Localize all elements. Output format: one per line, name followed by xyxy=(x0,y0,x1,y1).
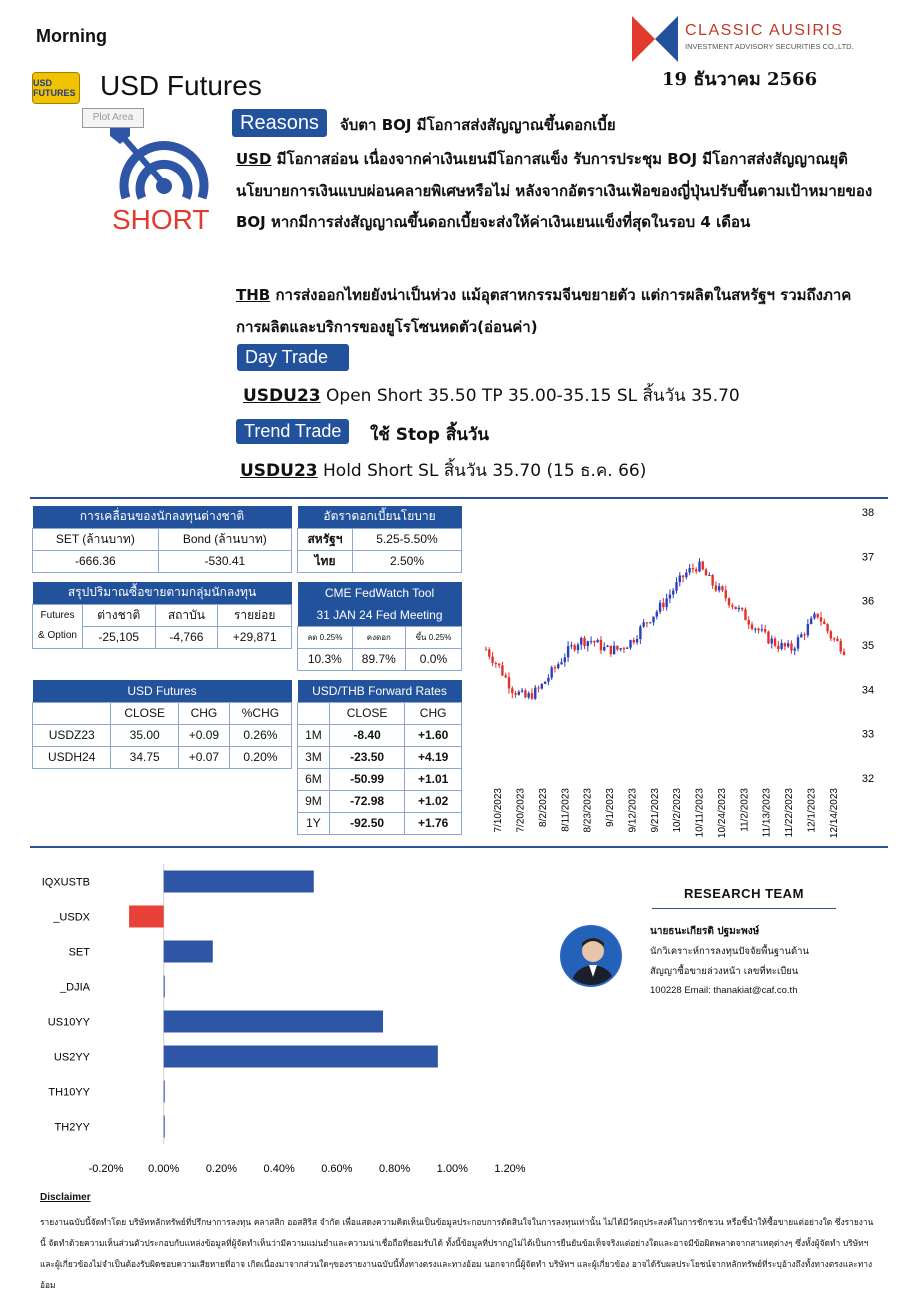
usd-futures-cell: +0.07 xyxy=(178,746,229,768)
investor-group-value: -25,105 xyxy=(83,626,156,648)
bar-category-label: IQXUSTB xyxy=(41,876,90,889)
candle-body xyxy=(840,641,842,652)
candle-body xyxy=(629,640,631,648)
x-tick-label: -0.20% xyxy=(88,1163,124,1175)
table-row xyxy=(298,768,462,790)
candle-body xyxy=(692,568,694,569)
chart-background xyxy=(476,500,856,845)
research-divider xyxy=(652,908,836,909)
fedwatch-value: 0.0% xyxy=(405,648,461,670)
candle-body xyxy=(784,643,786,646)
investor-group-value: +29,871 xyxy=(218,626,292,648)
candle-body xyxy=(524,690,526,697)
candle-body xyxy=(698,562,700,572)
forward-cell: +1.02 xyxy=(405,790,462,812)
section-divider-bottom xyxy=(30,846,888,848)
foreign-flow-value: -530.41 xyxy=(158,550,291,572)
candle-body xyxy=(623,648,625,649)
bar xyxy=(164,1011,383,1033)
candle-body xyxy=(780,643,782,649)
candle-body xyxy=(547,678,549,682)
investor-groups-table xyxy=(32,582,292,649)
candle-body xyxy=(541,684,543,689)
x-tick-label: 8/23/2023 xyxy=(582,788,594,833)
x-tick-label: 10/2/2023 xyxy=(672,788,684,833)
forward-cell: +4.19 xyxy=(405,746,462,768)
candle-body xyxy=(573,645,575,650)
row-label-line: & Option xyxy=(38,630,77,641)
usd-tag: USD xyxy=(236,150,272,168)
thb-text: การส่งออกไทยยังน่าเป็นห่วง แม้อุตสาหกรรมจีนขยายตัว แต่การผลิตในสหรัฐฯ รวมถึงภาคการผลิตและบริการของยูโรโซนหดตัว(อ่อนค่า) xyxy=(236,286,852,336)
candle-body xyxy=(652,617,654,623)
candle-body xyxy=(580,638,582,645)
candle-body xyxy=(527,693,529,697)
candle-body xyxy=(679,575,681,582)
bar-category-label: US2YY xyxy=(53,1051,90,1064)
fedwatch-value: 10.3% xyxy=(298,648,353,670)
research-team-title: RESEARCH TEAM xyxy=(684,886,804,901)
bar xyxy=(164,1116,165,1138)
foreign-flow-header: SET (ล้านบาท) xyxy=(33,528,159,550)
analyst-role: นักวิเคราะห์การลงทุนปัจจัยพื้นฐานด้าน xyxy=(650,946,809,957)
disclaimer-text: รายงานฉบับนี้จัดทำโดย บริษัทหลักทรัพย์ที่ปรึกษาการลงทุน คลาสสิก ออสสิริส จำกัด เพื่อแสดงความคิดเห็นเป็นข้อมูลประกอบการตัดสินใจในการลงทุนเท่านั้น ไม่ได้มีวัตถุประสงค์ในการชักชวน หรือชี้นำให้ซื้อขายแต่อย่างใด ซึ่งรายงานนี้ จัดทำด้วยความเห็นส่วนตัวประกอบกับแหล่งข้อมูลที่ผู้จัดทำเห็นว่ามีความแม่นยำและความน่าเชื่อถือที่ยอมรับได้ ทั้งนี้ข้อมูลที่ปรากฏไม่ได้เป็นการยืนยันข้อเท็จจริงแต่อย่างใดและอาจมีข้อผิดพลาดจากสาเหตุต่างๆ ซึ่งทั้งผู้จัดทำ บริษัทฯ และผู้เกี่ยวข้องไม่จำเป็นต้องรับผิดชอบความเสียหายที่อาจ เกิดเนื่องมาจากส่วนใดๆของรายงานฉบับนี้ทั้งทางตรงและทางอ้อม นอกจากนี้ผู้จัดทำ บริษัทฯ และผู้เกี่ยวข้อง อาจได้รับผลประโยชน์จากหลักทรัพย์ที่ระบุอ้างถึงทั้งทางตรงและทางอ้อม xyxy=(40,1217,874,1290)
candle-body xyxy=(734,607,736,609)
market-change-bar-chart xyxy=(30,860,540,1180)
investor-groups-title: สรุปปริมาณซื้อขายตามกลุ่มนักลงทุน xyxy=(33,582,292,604)
policy-rate-country: สหรัฐฯ xyxy=(298,528,353,550)
usd-futures-header: CLOSE xyxy=(111,702,179,724)
candle-body xyxy=(675,582,677,591)
x-tick-label: 10/11/2023 xyxy=(694,788,706,838)
trend-trade-line xyxy=(240,457,646,484)
investor-groups-rowlabel xyxy=(33,604,83,648)
x-tick-label: 11/2/2023 xyxy=(739,788,751,832)
x-tick-label: 12/14/2023 xyxy=(828,788,840,839)
fedwatch-table xyxy=(297,582,462,671)
usd-futures-cell: +0.09 xyxy=(178,724,229,746)
thb-tag: THB xyxy=(236,286,271,304)
foreign-flow-header: Bond (ล้านบาท) xyxy=(158,528,291,550)
candle-body xyxy=(505,675,507,677)
candle-body xyxy=(800,634,802,637)
candle-body xyxy=(603,647,605,650)
candle-body xyxy=(774,639,776,646)
usd-futures-title: USD Futures xyxy=(33,680,292,702)
candle-body xyxy=(534,688,536,699)
candle-body xyxy=(570,645,572,646)
fedwatch-value: 89.7% xyxy=(352,648,405,670)
trend-trade-text: Hold Short SL สิ้นวัน 35.70 (15 ธ.ค. 66) xyxy=(317,461,647,481)
policy-rate-title: อัตราดอกเบี้ยนโยบาย xyxy=(298,506,462,528)
candle-body xyxy=(771,639,773,644)
bar xyxy=(164,976,165,998)
candle-body xyxy=(626,648,628,649)
candle-body xyxy=(633,640,635,642)
x-tick-label: 0.20% xyxy=(205,1163,238,1175)
foreign-flow-title: การเคลื่อนของนักลงทุนต่างชาติ xyxy=(33,506,292,528)
x-tick-label: 0.40% xyxy=(263,1163,295,1175)
candle-body xyxy=(514,693,516,695)
candle-body xyxy=(646,622,648,623)
candle-body xyxy=(702,562,704,570)
policy-rate-value: 2.50% xyxy=(353,550,462,572)
candle-body xyxy=(807,624,809,635)
candle-body xyxy=(495,663,497,664)
candle-body xyxy=(757,629,759,631)
x-tick-label: 11/22/2023 xyxy=(784,788,796,838)
candle-body xyxy=(672,591,674,595)
table-row xyxy=(298,724,462,746)
forward-cell: 6M xyxy=(298,768,330,790)
candle-body xyxy=(794,649,796,651)
bar xyxy=(129,906,164,928)
candle-body xyxy=(751,625,753,629)
forward-cell: -8.40 xyxy=(329,724,404,746)
candle-body xyxy=(613,646,615,654)
candle-body xyxy=(596,640,598,643)
bar-category-label: US10YY xyxy=(47,1016,90,1029)
reasons-label: Reasons xyxy=(232,109,327,137)
bar-category-label: TH2YY xyxy=(54,1121,90,1134)
candle-body xyxy=(833,638,835,639)
candle-body xyxy=(518,692,520,695)
bar-category-label: _USDX xyxy=(53,911,90,924)
candle-body xyxy=(708,575,710,576)
candle-body xyxy=(695,569,697,571)
candle-body xyxy=(606,646,608,647)
forward-cell: -92.50 xyxy=(329,812,404,834)
company-subtitle: INVESTMENT ADVISORY SECURITIES CO.,LTD. xyxy=(685,42,854,51)
disclaimer-title: Disclaimer xyxy=(40,1192,91,1203)
candle-body xyxy=(820,617,822,621)
analyst-name: นายธนะเกียรติ ปฐมะพงษ์ xyxy=(650,926,760,937)
candle-body xyxy=(817,614,819,617)
candle-body xyxy=(619,648,621,649)
candle-body xyxy=(508,677,510,688)
candle-body xyxy=(610,646,612,654)
candle-body xyxy=(531,693,533,698)
table-row xyxy=(298,790,462,812)
table-row xyxy=(298,746,462,768)
candle-body xyxy=(544,682,546,684)
usd-futures-header xyxy=(33,702,111,724)
usd-futures-cell: 0.20% xyxy=(229,746,291,768)
candle-body xyxy=(639,627,641,639)
foreign-flow-value: -666.36 xyxy=(33,550,159,572)
candle-body xyxy=(590,641,592,642)
usd-futures-cell: USDZ23 xyxy=(33,724,111,746)
foreign-flow-table xyxy=(32,506,292,573)
x-tick-label: 11/13/2023 xyxy=(761,788,773,838)
usd-futures-cell: 35.00 xyxy=(111,724,179,746)
candle-body xyxy=(669,595,671,599)
candle-body xyxy=(642,622,644,626)
candle-body xyxy=(810,618,812,624)
y-tick-label: 32 xyxy=(861,773,875,785)
candle-body xyxy=(485,649,487,650)
usd-paragraph xyxy=(236,144,876,239)
forward-cell: 1Y xyxy=(298,812,330,834)
usd-text: มีโอกาสอ่อน เนื่องจากค่าเงินเยนมีโอกาสแข็ง รับการประชุม BOJ มีโอกาสส่งสัญญาณยุตินโยบายการเงินแบบผ่อนคลายพิเศษหรือไม่ หลังจากอัตราเงินเฟ้อของญี่ปุ่นปรับขึ้นตามเป้าหมายของ BOJ หากมีการส่งสัญญาณขึ้นดอกเบี้ยจะส่งให้ค่าเงินเยนแข็งที่สุดในรอบ 4 เดือน xyxy=(236,150,873,231)
candle-body xyxy=(715,585,717,590)
candle-body xyxy=(705,569,707,575)
plot-area-tag: Plot Area xyxy=(82,108,144,128)
candle-body xyxy=(501,665,503,675)
bar-category-label: TH10YY xyxy=(48,1086,90,1099)
candle-body xyxy=(830,631,832,638)
bar-category-label: _DJIA xyxy=(60,981,90,994)
signal-label: SHORT xyxy=(112,204,210,235)
candle-body xyxy=(577,645,579,650)
usd-thb-candlestick-chart xyxy=(476,500,896,845)
y-tick-label: 38 xyxy=(861,507,875,519)
fedwatch-header: ลด 0.25% xyxy=(298,626,353,648)
forward-rates-header xyxy=(298,702,330,724)
candle-body xyxy=(721,586,723,590)
forward-cell: 3M xyxy=(298,746,330,768)
x-tick-label: 1.20% xyxy=(494,1163,526,1175)
candle-body xyxy=(725,590,727,598)
bar-category-label: SET xyxy=(68,946,90,959)
x-tick-label: 8/11/2023 xyxy=(560,788,572,832)
candle-body xyxy=(554,667,556,668)
candle-body xyxy=(521,690,523,691)
candle-body xyxy=(754,629,756,630)
report-date: 19 ธันวาคม 2566 xyxy=(662,69,818,90)
y-tick-label: 37 xyxy=(861,551,875,564)
company-name: CLASSIC AUSIRIS xyxy=(685,22,844,39)
day-trade-symbol: USDU23 xyxy=(243,386,321,406)
candle-body xyxy=(659,603,661,612)
candle-body xyxy=(567,646,569,657)
candle-body xyxy=(744,609,746,620)
forward-cell: +1.60 xyxy=(405,724,462,746)
candle-body xyxy=(560,662,562,664)
candle-body xyxy=(790,643,792,650)
usd-futures-badge-icon xyxy=(32,72,80,104)
row-label-line: Futures xyxy=(40,610,75,621)
x-tick-label: 10/24/2023 xyxy=(716,788,728,839)
candle-body xyxy=(587,641,589,646)
policy-rate-country: ไทย xyxy=(298,550,353,572)
candle-body xyxy=(738,608,740,609)
section-divider-top xyxy=(30,497,888,499)
forward-cell: 9M xyxy=(298,790,330,812)
reasons-headline: จับตา BOJ มีโอกาสส่งสัญญาณขึ้นดอกเบี้ย xyxy=(340,116,616,134)
candle-body xyxy=(748,620,750,624)
candle-body xyxy=(803,634,805,635)
x-tick-label: 9/21/2023 xyxy=(649,788,661,833)
forward-cell: +1.01 xyxy=(405,768,462,790)
day-trade-label: Day Trade xyxy=(237,344,349,371)
candle-body xyxy=(767,632,769,644)
x-tick-label: 8/2/2023 xyxy=(537,788,549,827)
usd-futures-cell: USDH24 xyxy=(33,746,111,768)
candle-body xyxy=(843,652,845,655)
bar xyxy=(164,1046,438,1068)
candle-body xyxy=(813,614,815,619)
session-label: Morning xyxy=(36,26,107,46)
candle-body xyxy=(491,657,493,663)
candle-body xyxy=(823,622,825,625)
forward-rates-header: CLOSE xyxy=(329,702,404,724)
forward-cell: -23.50 xyxy=(329,746,404,768)
badge-text: USD FUTURES xyxy=(33,78,76,98)
candle-body xyxy=(593,641,595,642)
usd-futures-header: %CHG xyxy=(229,702,291,724)
usd-futures-cell: 34.75 xyxy=(111,746,179,768)
candle-body xyxy=(583,638,585,646)
x-tick-label: 0.80% xyxy=(378,1163,411,1175)
product-title: USD Futures xyxy=(100,70,262,101)
forward-rates-header: CHG xyxy=(405,702,462,724)
candle-body xyxy=(511,688,513,693)
candle-body xyxy=(764,629,766,631)
target-arrow-icon xyxy=(108,118,220,208)
investor-group-header: ต่างชาติ xyxy=(83,604,156,626)
thb-paragraph xyxy=(236,280,876,343)
bar xyxy=(164,871,314,893)
forward-cell: -72.98 xyxy=(329,790,404,812)
x-tick-label: 0.60% xyxy=(321,1163,353,1175)
forward-rates-table xyxy=(297,680,462,835)
candle-body xyxy=(600,640,602,650)
candle-body xyxy=(682,575,684,577)
y-tick-label: 35 xyxy=(861,640,875,652)
candle-body xyxy=(787,643,789,646)
forward-rates-title: USD/THB Forward Rates xyxy=(298,680,462,702)
forward-cell: +1.76 xyxy=(405,812,462,834)
bar xyxy=(164,1081,165,1103)
trend-trade-headline: ใช้ Stop สิ้นวัน xyxy=(370,425,490,445)
trend-trade-symbol: USDU23 xyxy=(240,461,318,481)
candle-body xyxy=(636,639,638,642)
candle-body xyxy=(564,657,566,662)
fedwatch-header: ขึ้น 0.25% xyxy=(405,626,461,648)
forward-cell: 1M xyxy=(298,724,330,746)
y-tick-label: 33 xyxy=(861,728,875,741)
x-tick-label: 7/20/2023 xyxy=(515,788,527,833)
candle-body xyxy=(718,586,720,590)
y-tick-label: 34 xyxy=(861,684,875,697)
candle-body xyxy=(537,688,539,689)
candle-body xyxy=(826,624,828,631)
candle-body xyxy=(777,646,779,649)
x-tick-label: 1.00% xyxy=(436,1163,468,1175)
candle-body xyxy=(711,575,713,585)
analyst-portrait-icon xyxy=(562,927,622,987)
candle-body xyxy=(761,629,763,630)
company-logo-mark xyxy=(630,14,680,64)
fedwatch-meeting: 31 JAN 24 Fed Meeting xyxy=(298,604,462,626)
candle-body xyxy=(498,664,500,666)
usd-futures-cell: 0.26% xyxy=(229,724,291,746)
forward-cell: -50.99 xyxy=(329,768,404,790)
table-row xyxy=(33,724,292,746)
trend-trade-label: Trend Trade xyxy=(236,419,349,444)
table-row xyxy=(298,812,462,834)
x-tick-label: 9/1/2023 xyxy=(605,788,617,827)
candle-body xyxy=(656,612,658,617)
candle-body xyxy=(662,603,664,607)
candle-body xyxy=(797,637,799,648)
candle-body xyxy=(550,667,552,677)
candle-body xyxy=(731,605,733,606)
policy-rate-value: 5.25-5.50% xyxy=(353,528,462,550)
fedwatch-title: CME FedWatch Tool xyxy=(298,582,462,604)
candle-body xyxy=(649,622,651,623)
investor-group-header: สถาบัน xyxy=(155,604,218,626)
table-row xyxy=(33,746,292,768)
candle-body xyxy=(616,646,618,650)
y-tick-label: 36 xyxy=(861,595,875,608)
candle-body xyxy=(728,598,730,605)
investor-group-value: -4,766 xyxy=(155,626,218,648)
x-tick-label: 12/1/2023 xyxy=(806,788,818,833)
candle-body xyxy=(665,598,667,607)
candle-body xyxy=(488,650,490,657)
x-tick-label: 0.00% xyxy=(148,1163,180,1175)
day-trade-text: Open Short 35.50 TP 35.00-35.15 SL สิ้นวัน 35.70 xyxy=(320,386,740,406)
investor-group-header: รายย่อย xyxy=(218,604,292,626)
candle-body xyxy=(836,639,838,641)
usd-futures-table xyxy=(32,680,292,769)
x-tick-label: 9/12/2023 xyxy=(627,788,639,833)
candle-body xyxy=(688,568,690,572)
candle-body xyxy=(741,608,743,610)
day-trade-line xyxy=(243,382,740,409)
bar xyxy=(164,941,213,963)
policy-rate-table xyxy=(297,506,462,573)
usd-futures-header: CHG xyxy=(178,702,229,724)
analyst-role-2: สัญญาซื้อขายล่วงหน้า เลขที่ทะเบียน xyxy=(650,966,799,977)
x-tick-label: 7/10/2023 xyxy=(493,788,505,833)
analyst-avatar xyxy=(560,925,622,987)
candle-body xyxy=(685,572,687,577)
candle-body xyxy=(557,664,559,668)
analyst-contact: 100228 Email: thanakiat@caf.co.th xyxy=(650,985,798,996)
fedwatch-header: คงดอก xyxy=(352,626,405,648)
